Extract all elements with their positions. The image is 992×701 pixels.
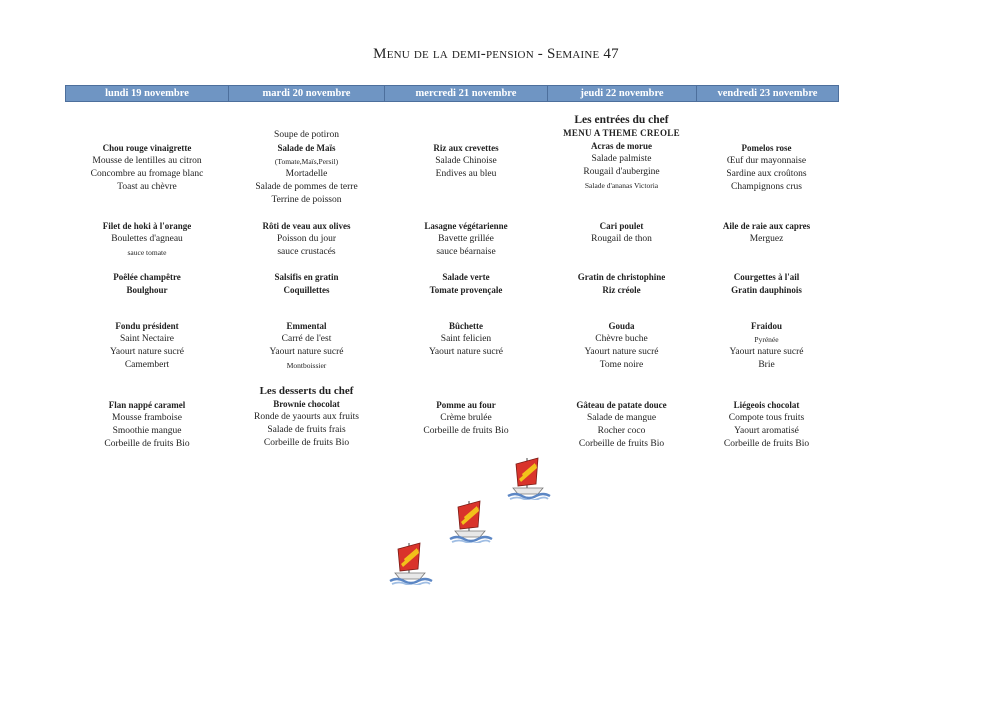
boat-icon bbox=[505, 452, 553, 500]
menu-item: Brownie chocolat bbox=[273, 399, 340, 409]
page-title: Menu de la demi-pension - Semaine 47 bbox=[373, 46, 619, 62]
tuesday-sides bbox=[229, 271, 384, 297]
menu-item: Yaourt nature sucré bbox=[269, 347, 344, 357]
menu-item: Cari poulet bbox=[599, 221, 644, 231]
menu-item: Corbeille de fruits Bio bbox=[723, 439, 810, 449]
wednesday-desserts bbox=[385, 399, 547, 438]
menu-item: Courgettes à l'ail bbox=[733, 272, 800, 282]
menu-item: Terrine de poisson bbox=[271, 195, 342, 205]
friday-starters bbox=[696, 142, 837, 194]
monday-cheeses bbox=[66, 320, 228, 372]
menu-item: Mousse framboise bbox=[112, 413, 182, 423]
tuesday-cheeses bbox=[229, 320, 384, 372]
menu-item: Pomme au four bbox=[436, 400, 496, 410]
menu-item: Saint Nectaire bbox=[119, 334, 175, 344]
menu-item: (Tomate,Maïs,Persil) bbox=[274, 157, 339, 166]
menu-item: Crème brulée bbox=[440, 413, 492, 423]
menu-item: Pomelos rose bbox=[741, 143, 792, 153]
wednesday-cheeses bbox=[385, 320, 547, 359]
menu-item: Ronde de yaourts aux fruits bbox=[253, 412, 359, 422]
menu-item: Brie bbox=[758, 360, 775, 370]
menu-item: Riz créole bbox=[602, 285, 641, 295]
friday-sides bbox=[696, 271, 837, 297]
menu-item: Salade de pommes de terre bbox=[255, 182, 358, 192]
menu-item: Concombre au fromage blanc bbox=[90, 169, 204, 179]
thursday-desserts bbox=[547, 399, 696, 451]
tuesday-starters bbox=[229, 129, 384, 207]
friday-desserts bbox=[696, 399, 837, 451]
monday-desserts bbox=[66, 399, 228, 451]
menu-item: Tomate provençale bbox=[429, 285, 503, 295]
menu-item: Salade verte bbox=[442, 272, 490, 282]
menu-item: Boulghour bbox=[126, 285, 168, 295]
menu-item: sauce tomate bbox=[127, 248, 167, 257]
menu-item: Toast au chèvre bbox=[117, 182, 177, 192]
wednesday-mains bbox=[385, 220, 547, 259]
menu-item: Gâteau de patate douce bbox=[576, 400, 667, 410]
day-thursday: jeudi 22 novembre bbox=[548, 86, 697, 101]
monday-starters bbox=[66, 142, 228, 194]
menu-item: Liégeois chocolat bbox=[733, 400, 800, 410]
menu-item: Gouda bbox=[608, 321, 635, 331]
menu-item: Salade d'ananas Victoria bbox=[584, 181, 659, 190]
menu-item: Camembert bbox=[124, 360, 170, 370]
menu-item: Salade de Maïs bbox=[277, 143, 336, 153]
day-wednesday: mercredi 21 novembre bbox=[385, 86, 548, 101]
menu-item: Rougail d'aubergine bbox=[583, 167, 660, 177]
menu-item: Yaourt aromatisé bbox=[734, 426, 799, 436]
menu-item: Aile de raie aux capres bbox=[722, 221, 811, 231]
thursday-mains bbox=[547, 220, 696, 246]
menu-item: Mousse de lentilles au citron bbox=[92, 156, 202, 166]
menu-item: Boulettes d'agneau bbox=[111, 234, 183, 244]
menu-item: Œuf dur mayonnaise bbox=[726, 156, 807, 166]
menu-item: Soupe de potiron bbox=[274, 130, 339, 140]
menu-item: Tome noire bbox=[599, 360, 644, 370]
menu-item: Salade palmiste bbox=[591, 154, 652, 164]
thursday-sides bbox=[547, 271, 696, 297]
menu-item: Gratin de christophine bbox=[577, 272, 666, 282]
menu-item: sauce béarnaise bbox=[436, 247, 496, 257]
menu-item: Rocher coco bbox=[597, 426, 646, 436]
entrees-chef-heading: Les entrées du chef bbox=[574, 114, 669, 126]
menu-item: Rougail de thon bbox=[591, 234, 652, 244]
desserts-chef-heading: Les desserts du chef bbox=[259, 385, 354, 397]
monday-mains bbox=[66, 220, 228, 259]
day-friday: vendredi 23 novembre bbox=[717, 88, 818, 99]
menu-item: Saint felicien bbox=[440, 334, 492, 344]
wednesday-starters bbox=[385, 142, 547, 181]
menu-item: Salade de mangue bbox=[586, 413, 657, 423]
menu-item: Salade de fruits frais bbox=[267, 425, 346, 435]
menu-item: Acras de morue bbox=[591, 141, 652, 151]
menu-item: Filet de hoki à l'orange bbox=[102, 221, 192, 231]
tuesday-mains bbox=[229, 220, 384, 259]
tuesday-desserts bbox=[229, 385, 384, 450]
menu-item: Yaourt nature sucré bbox=[429, 347, 503, 357]
menu-item: Yaourt nature sucré bbox=[584, 347, 659, 357]
day-tuesday: mardi 20 novembre bbox=[229, 86, 385, 101]
menu-item: Pyrénée bbox=[754, 335, 779, 344]
menu-item: Bûchette bbox=[449, 321, 483, 331]
menu-item: Chèvre buche bbox=[595, 334, 648, 344]
menu-item: Flan nappé caramel bbox=[108, 400, 186, 410]
menu-item: Lasagne végétarienne bbox=[424, 221, 508, 231]
boat-icon bbox=[387, 537, 435, 585]
menu-item: Corbeille de fruits Bio bbox=[104, 439, 190, 449]
menu-item: Carré de l'est bbox=[281, 334, 332, 344]
menu-item: Bavette grillée bbox=[438, 234, 494, 244]
days-header bbox=[65, 85, 839, 102]
menu-item: Poêlée champêtre bbox=[113, 272, 181, 282]
menu-item: Sardine aux croûtons bbox=[726, 169, 807, 179]
menu-item: Poisson du jour bbox=[276, 234, 337, 244]
friday-mains bbox=[696, 220, 837, 246]
wednesday-sides bbox=[385, 271, 547, 297]
menu-item: Yaourt nature sucré bbox=[110, 347, 184, 357]
menu-item: Champignons crus bbox=[731, 182, 802, 192]
menu-item: Montboissier bbox=[286, 361, 327, 370]
menu-item: Mortadelle bbox=[285, 169, 328, 179]
thursday-cheeses bbox=[547, 320, 696, 372]
menu-item: Coquillettes bbox=[283, 285, 330, 295]
menu-item: Smoothie mangue bbox=[112, 426, 182, 436]
theme-label: MENU A THEME CREOLE bbox=[563, 128, 680, 138]
menu-item: sauce crustacés bbox=[277, 247, 336, 257]
menu-item: Salsifis en gratin bbox=[274, 272, 339, 282]
menu-item: Endives au bleu bbox=[435, 169, 497, 179]
menu-item: Merguez bbox=[749, 234, 784, 244]
boat-icon bbox=[447, 495, 495, 543]
day-monday: lundi 19 novembre bbox=[66, 86, 229, 101]
friday-cheeses bbox=[696, 320, 837, 372]
menu-item: Emmental bbox=[286, 321, 327, 331]
menu-item: Corbeille de fruits Bio bbox=[578, 439, 665, 449]
menu-item: Compote tous fruits bbox=[728, 413, 805, 423]
monday-sides bbox=[66, 271, 228, 297]
menu-item: Salade Chinoise bbox=[435, 156, 497, 166]
menu-item: Rôti de veau aux olives bbox=[262, 221, 351, 231]
menu-item: Corbeille de fruits Bio bbox=[423, 426, 509, 436]
menu-item: Chou rouge vinaigrette bbox=[102, 143, 192, 153]
menu-item: Fondu président bbox=[115, 321, 179, 331]
menu-item: Riz aux crevettes bbox=[433, 143, 499, 153]
menu-item: Fraidou bbox=[750, 321, 782, 331]
menu-item: Gratin dauphinois bbox=[731, 285, 802, 295]
menu-item: Yaourt nature sucré bbox=[729, 347, 804, 357]
menu-item: Corbeille de fruits Bio bbox=[263, 438, 350, 448]
thursday-starters bbox=[547, 114, 696, 192]
